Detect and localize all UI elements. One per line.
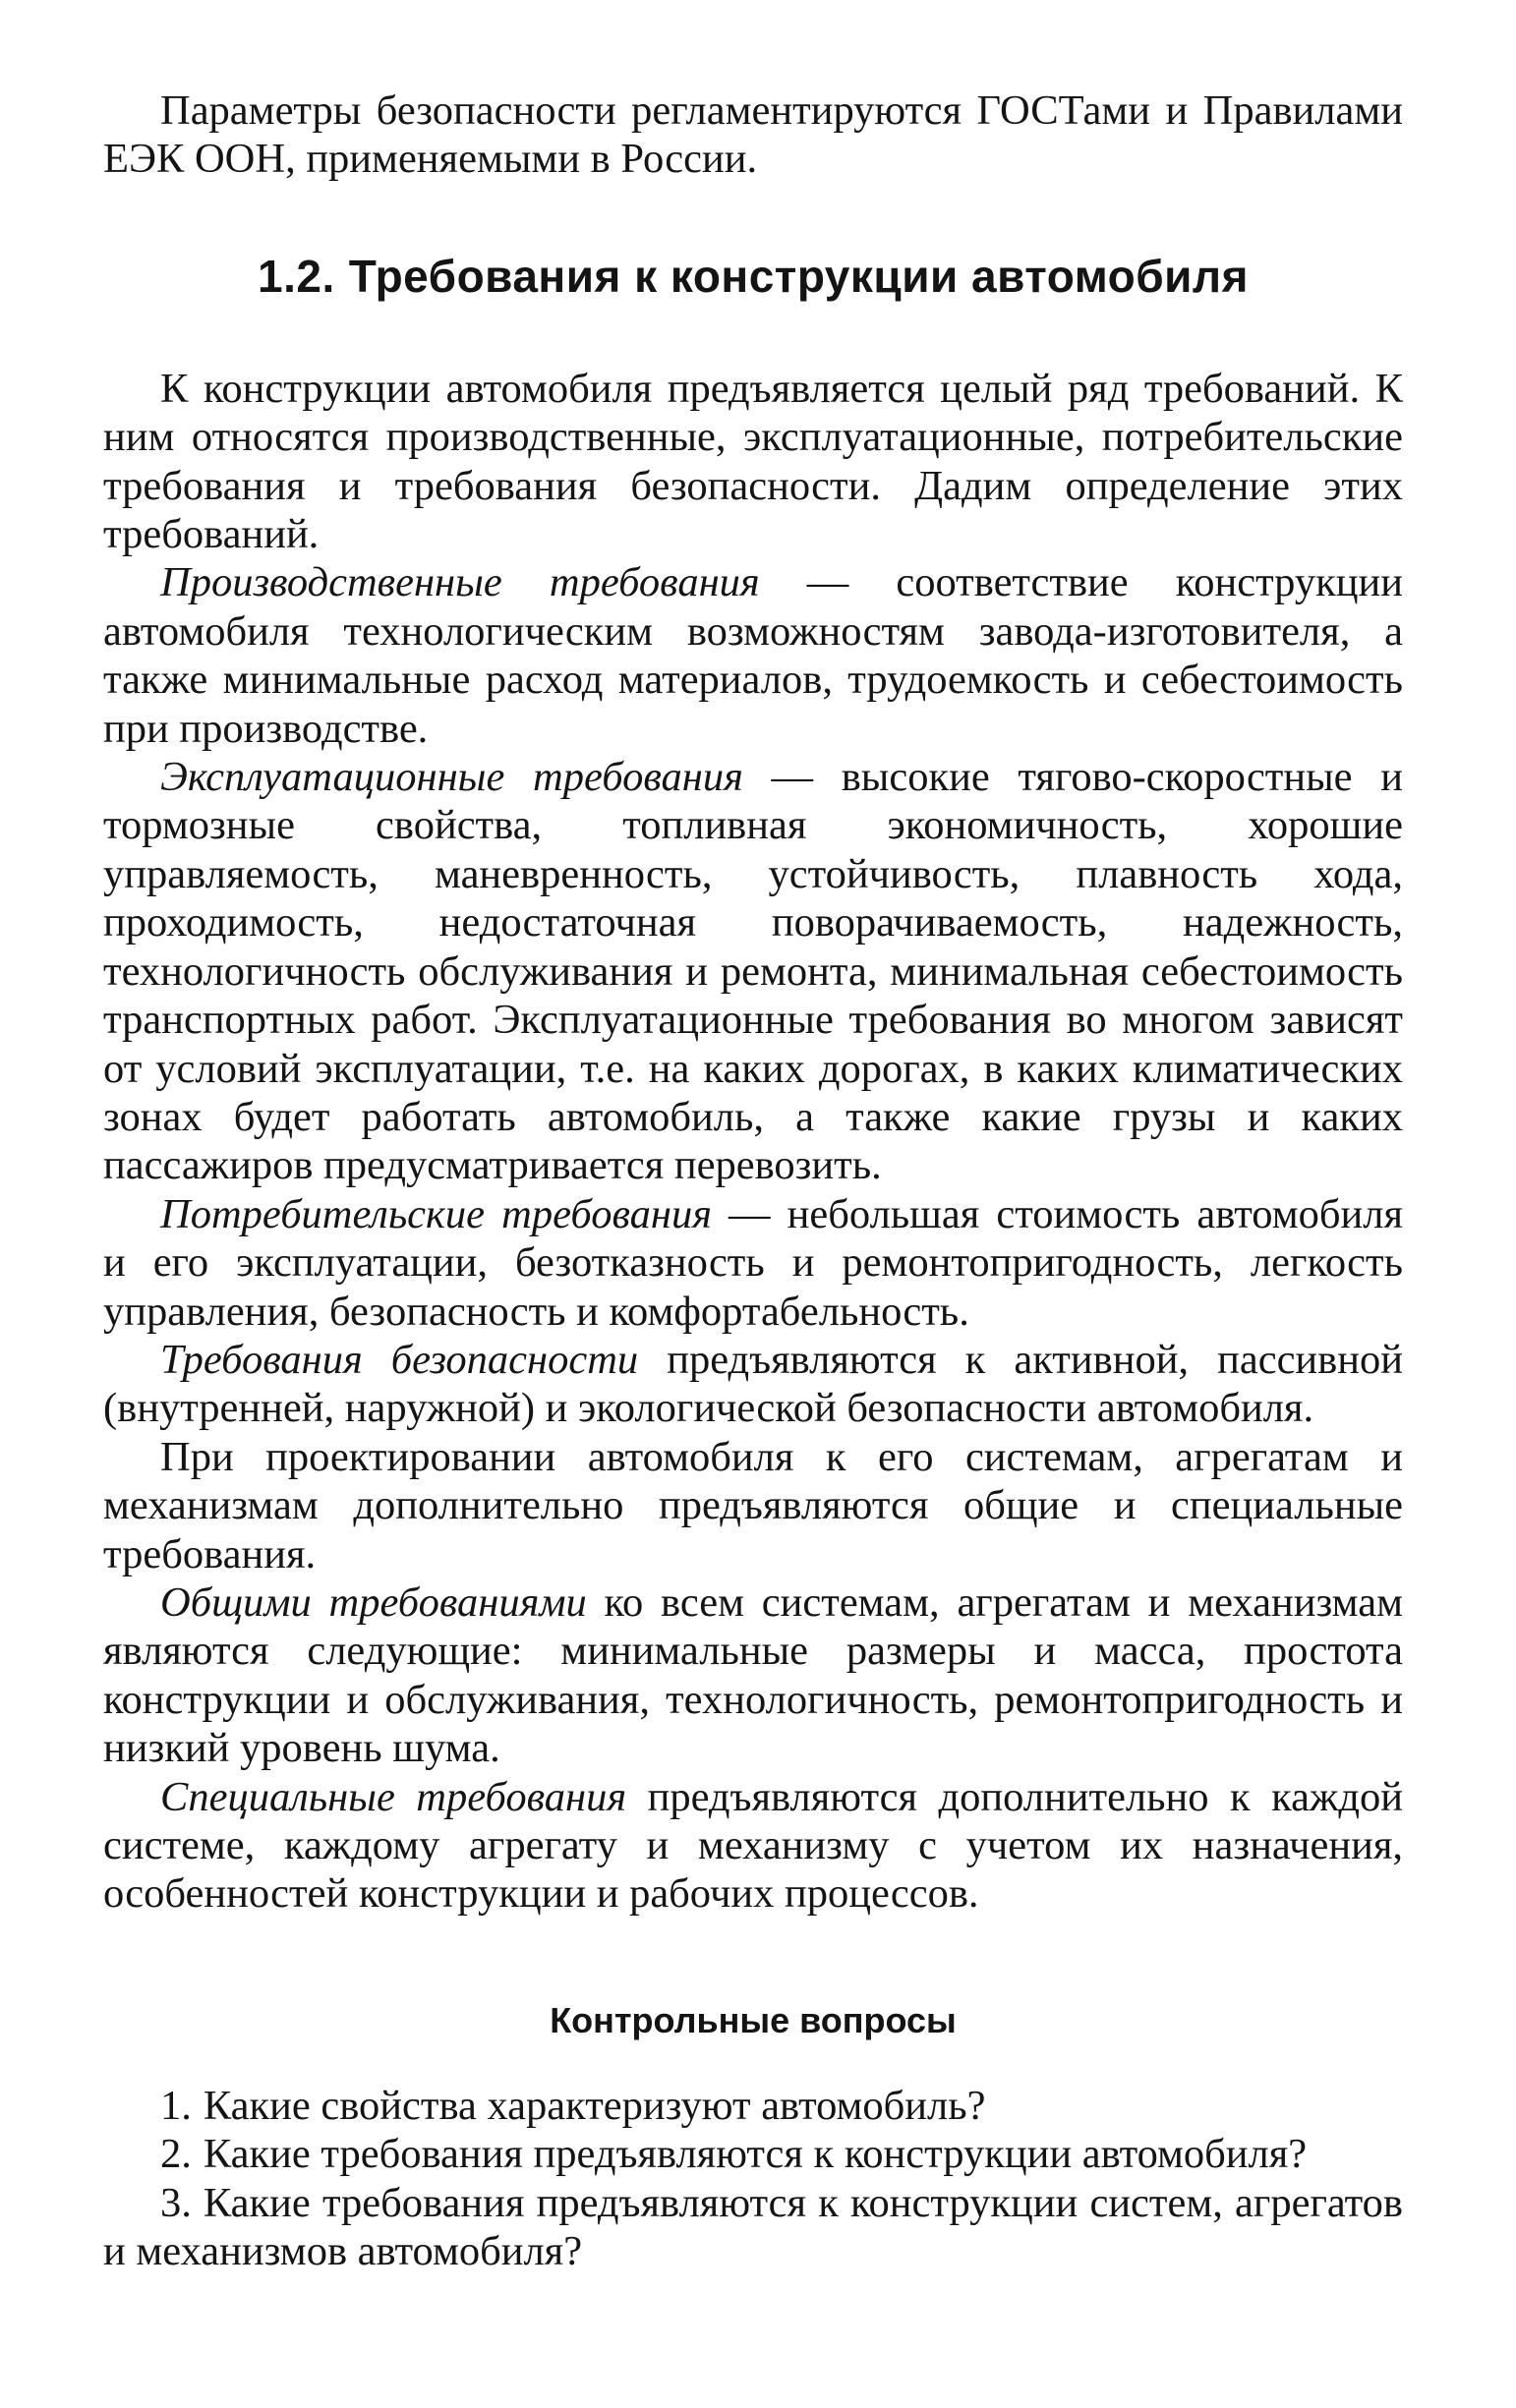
paragraph-special-requirements (103, 1773, 1403, 1919)
paragraph-safety-requirements (103, 1336, 1403, 1433)
question-item (103, 2130, 1403, 2178)
paragraph-text: ко всем системам, агрегатам и механизмам являются следующие: минимальные размеры и масса, простота конструкции и обслуживания, технологичность, ремонтопригодность и низкий уровень шума. (103, 1578, 1403, 1772)
section-title: Требования к конструкции автомобиля (348, 250, 1249, 302)
paragraph-term: Потребительские требования (160, 1190, 712, 1237)
question-text: Какие свойства характеризуют автомобиль? (203, 2082, 986, 2129)
review-questions-heading: Контрольные вопросы (550, 1999, 957, 2040)
paragraph-production-requirements (103, 558, 1403, 753)
page (103, 86, 1403, 2275)
question-item (103, 2179, 1403, 2276)
question-number: 1. (160, 2082, 192, 2129)
paragraph-text: При проектировании автомобиля к его системам, агрегатам и механизмам дополнительно предъявляются общие и специальные требования. (103, 1433, 1403, 1577)
paragraph-general-requirements (103, 1578, 1403, 1773)
paragraph-text: — высокие тягово-скоростные и тормозные свойства, топливная экономичность, хорошие управляемость, маневренность, устойчивость, плавность хода, проходимость, недостаточная поворачиваемость, надежность, технологичность обслуживания и ремонта, минимальная себестоимость транспортных работ. Эксплуатационные требования во многом зависят от условий эксплуатации, т.е. на каких дорогах, в каких климатических зонах будет работать автомобиль, а также какие грузы и каких пассажиров предусматривается перевозить. (103, 754, 1403, 1189)
paragraph-term: Требования безопасности (160, 1336, 639, 1383)
paragraph-text: К конструкции автомобиля предъявляется целый ряд требований. К ним относятся производственные, эксплуатационные, потребительские требования и требования безопасности. Дадим определение этих требований. (103, 365, 1403, 558)
paragraph-text: предъявляются дополнительно к каждой системе, каждому агрегату и механизму с учетом их назначения, особенностей конструкции и рабочих процессов. (103, 1773, 1403, 1918)
intro-text: Параметры безопасности регламентируются ГОСТами и Правилами ЕЭК ООН, применяемыми в России. (103, 87, 1403, 183)
paragraph-requirements-overview (103, 365, 1403, 559)
paragraph-text: предъявляются к активной, пассивной (внутренней, наружной) и экологической безопасности автомобиля. (103, 1336, 1403, 1432)
paragraph-text: — соответствие конструкции автомобиля технологическим возможностям завода-изготовителя, а также минимальные расход материалов, трудоемкость и себестоимость при производстве. (103, 559, 1403, 752)
question-text: Какие требования предъявляются к конструкции систем, агрегатов и механизмов автомобиля? (103, 2179, 1403, 2275)
intro-paragraph (103, 86, 1403, 184)
paragraph-design-requirements (103, 1433, 1403, 1578)
section-number: 1.2. (258, 250, 335, 302)
paragraph-term: Производственные требования (160, 559, 760, 606)
paragraph-term: Общими требованиями (160, 1578, 587, 1626)
question-number: 2. (160, 2131, 192, 2178)
question-number: 3. (160, 2179, 192, 2226)
section-heading (103, 249, 1403, 304)
paragraph-term: Специальные требования (160, 1773, 627, 1820)
paragraph-consumer-requirements (103, 1190, 1403, 1336)
paragraph-term: Эксплуатационные требования (160, 754, 743, 801)
question-item (103, 2082, 1403, 2130)
paragraph-text: — небольшая стоимость автомобиля и его эксплуатации, безотказность и ремонтопригодность, легкость управления, безопасность и комфортабельность. (103, 1190, 1403, 1335)
paragraph-operational-requirements (103, 753, 1403, 1190)
question-text: Какие требования предъявляются к конструкции автомобиля? (203, 2131, 1308, 2178)
